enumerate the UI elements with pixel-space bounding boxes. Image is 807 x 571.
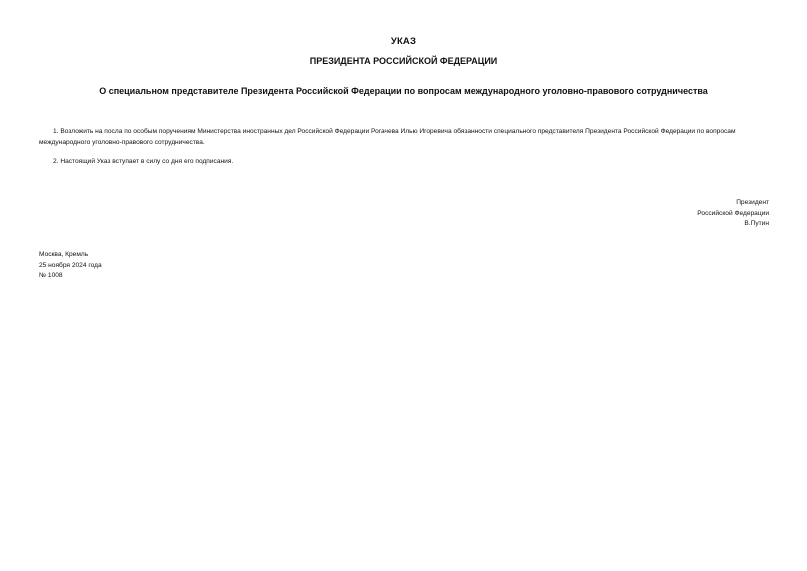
paragraph-2: 2. Настоящий Указ вступает в силу со дня его подписания. [53, 158, 234, 165]
issuer-heading: ПРЕЗИДЕНТА РОССИЙСКОЙ ФЕДЕРАЦИИ [309, 56, 498, 66]
signatory-position: Президент [736, 199, 769, 206]
signatory-name: В.Путин [744, 220, 769, 227]
paragraph-1-block [39, 126, 775, 148]
signing-place: Москва, Кремль [39, 251, 89, 258]
paragraph-2-block [39, 156, 775, 167]
document-type-heading: УКАЗ [390, 36, 417, 47]
signature-block [697, 198, 769, 230]
paragraph-1: 1. Возложить на посла по особым поручениям Министерства иностранных дел Российской Федерации Рогачева Илью Игоревича обязанности специального представителя Президента Российской Федерации по вопросам международного уголовно-правового сотрудничества. [39, 128, 736, 146]
decree-number: № 1008 [39, 272, 63, 279]
place-date-number-block [39, 250, 102, 282]
signatory-country: Российской Федерации [697, 209, 769, 217]
document-title: О специальном представителе Президента Российской Федерации по вопросам международного уголовно-правового сотрудничества [99, 86, 708, 96]
signing-date: 25 ноября 2024 года [39, 261, 102, 269]
